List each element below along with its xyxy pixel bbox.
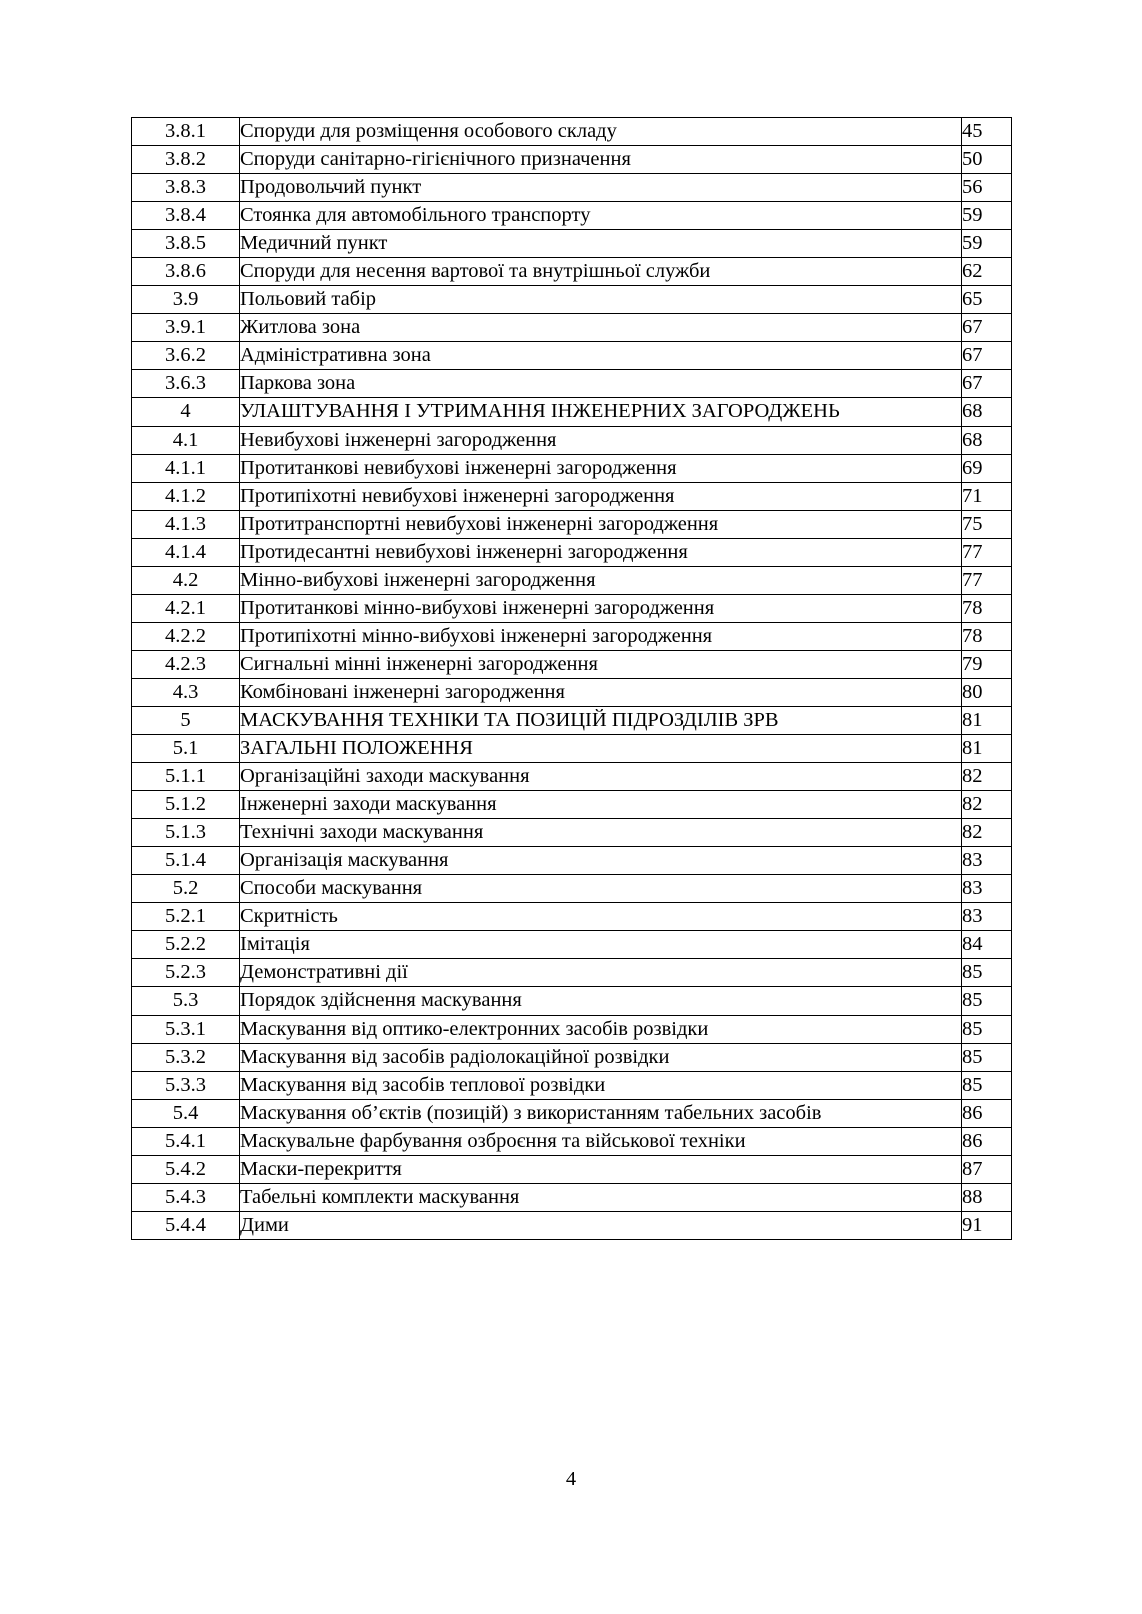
toc-entry-number: 5.3.3 — [132, 1071, 240, 1099]
toc-entry-title: ЗАГАЛЬНІ ПОЛОЖЕННЯ — [240, 735, 962, 763]
toc-entry-number: 4.2.3 — [132, 650, 240, 678]
table-row — [132, 763, 1012, 791]
toc-entry-number: 3.9 — [132, 286, 240, 314]
toc-entry-page: 85 — [962, 1015, 1012, 1043]
toc-entry-page: 59 — [962, 230, 1012, 258]
toc-entry-page: 85 — [962, 1071, 1012, 1099]
table-row — [132, 903, 1012, 931]
toc-entry-number: 3.8.4 — [132, 202, 240, 230]
toc-entry-title: Споруди для розміщення особового складу — [240, 118, 962, 146]
toc-entry-number: 5.3 — [132, 987, 240, 1015]
toc-table — [131, 117, 1012, 1240]
table-row — [132, 398, 1012, 426]
toc-entry-title: Протипіхотні мінно-вибухові інженерні загородження — [240, 622, 962, 650]
table-row — [132, 1043, 1012, 1071]
toc-entry-title: Маски-перекриття — [240, 1155, 962, 1183]
toc-entry-number: 5.4.2 — [132, 1155, 240, 1183]
toc-entry-title: Протитанкові мінно-вибухові інженерні загородження — [240, 594, 962, 622]
table-row — [132, 1183, 1012, 1211]
table-row — [132, 847, 1012, 875]
toc-entry-title: Протитанкові невибухові інженерні загородження — [240, 454, 962, 482]
toc-entry-page: 81 — [962, 706, 1012, 734]
toc-entry-title: Споруди санітарно-гігієнічного призначення — [240, 146, 962, 174]
table-row — [132, 650, 1012, 678]
toc-entry-number: 3.9.1 — [132, 314, 240, 342]
toc-entry-title: Маскування об’єктів (позицій) з використанням табельних засобів — [240, 1099, 962, 1127]
toc-entry-title: Дими — [240, 1211, 962, 1239]
toc-entry-title: Маскування від засобів теплової розвідки — [240, 1071, 962, 1099]
table-row — [132, 1071, 1012, 1099]
toc-entry-page: 75 — [962, 510, 1012, 538]
table-row — [132, 566, 1012, 594]
toc-entry-number: 5.1.2 — [132, 791, 240, 819]
toc-entry-title: Польовий табір — [240, 286, 962, 314]
table-row — [132, 1155, 1012, 1183]
toc-entry-title: Інженерні заходи маскування — [240, 791, 962, 819]
toc-entry-page: 59 — [962, 202, 1012, 230]
toc-entry-page: 85 — [962, 987, 1012, 1015]
toc-entry-number: 4.2 — [132, 566, 240, 594]
toc-entry-page: 68 — [962, 398, 1012, 426]
toc-entry-page: 79 — [962, 650, 1012, 678]
toc-entry-page: 78 — [962, 622, 1012, 650]
toc-entry-page: 80 — [962, 678, 1012, 706]
toc-entry-page: 86 — [962, 1099, 1012, 1127]
toc-entry-number: 4 — [132, 398, 240, 426]
toc-entry-page: 82 — [962, 791, 1012, 819]
table-row — [132, 510, 1012, 538]
table-row — [132, 1211, 1012, 1239]
toc-entry-page: 84 — [962, 931, 1012, 959]
toc-entry-page: 65 — [962, 286, 1012, 314]
toc-entry-number: 4.3 — [132, 678, 240, 706]
table-of-contents — [131, 117, 1011, 1240]
toc-entry-page: 83 — [962, 847, 1012, 875]
table-row — [132, 622, 1012, 650]
table-row — [132, 791, 1012, 819]
table-row — [132, 370, 1012, 398]
toc-entry-page: 85 — [962, 959, 1012, 987]
toc-entry-title: Адміністративна зона — [240, 342, 962, 370]
toc-entry-number: 5 — [132, 706, 240, 734]
toc-entry-title: Технічні заходи маскування — [240, 819, 962, 847]
table-row — [132, 230, 1012, 258]
toc-entry-number: 4.1 — [132, 426, 240, 454]
toc-entry-page: 81 — [962, 735, 1012, 763]
toc-entry-title: Продовольчий пункт — [240, 174, 962, 202]
toc-entry-number: 5.2.1 — [132, 903, 240, 931]
toc-entry-page: 88 — [962, 1183, 1012, 1211]
toc-entry-title: Стоянка для автомобільного транспорту — [240, 202, 962, 230]
toc-entry-title: Медичний пункт — [240, 230, 962, 258]
toc-entry-title: Споруди для несення вартової та внутрішньої служби — [240, 258, 962, 286]
toc-entry-page: 83 — [962, 875, 1012, 903]
toc-entry-title: Організація маскування — [240, 847, 962, 875]
table-row — [132, 1015, 1012, 1043]
toc-entry-page: 68 — [962, 426, 1012, 454]
toc-entry-page: 50 — [962, 146, 1012, 174]
table-row — [132, 987, 1012, 1015]
toc-entry-number: 5.4.4 — [132, 1211, 240, 1239]
page-number-footer: 4 — [565, 1468, 577, 1490]
toc-entry-page: 62 — [962, 258, 1012, 286]
table-row — [132, 118, 1012, 146]
toc-entry-number: 5.3.1 — [132, 1015, 240, 1043]
toc-entry-number: 5.1.4 — [132, 847, 240, 875]
toc-entry-page: 91 — [962, 1211, 1012, 1239]
table-row — [132, 959, 1012, 987]
table-row — [132, 1099, 1012, 1127]
toc-entry-title: Маскування від оптико-електронних засобів розвідки — [240, 1015, 962, 1043]
toc-entry-title: Маскувальне фарбування озброєння та військової техніки — [240, 1127, 962, 1155]
table-row — [132, 594, 1012, 622]
toc-entry-title: Невибухові інженерні загородження — [240, 426, 962, 454]
toc-entry-page: 82 — [962, 763, 1012, 791]
toc-entry-title: Порядок здійснення маскування — [240, 987, 962, 1015]
toc-entry-page: 69 — [962, 454, 1012, 482]
toc-entry-title: Протитранспортні невибухові інженерні загородження — [240, 510, 962, 538]
toc-entry-number: 5.4.3 — [132, 1183, 240, 1211]
toc-entry-title: Організаційні заходи маскування — [240, 763, 962, 791]
toc-entry-number: 4.1.4 — [132, 538, 240, 566]
toc-entry-title: Демонстративні дії — [240, 959, 962, 987]
toc-entry-title: Комбіновані інженерні загородження — [240, 678, 962, 706]
toc-entry-number: 4.1.1 — [132, 454, 240, 482]
toc-entry-number: 3.8.5 — [132, 230, 240, 258]
toc-entry-number: 4.2.2 — [132, 622, 240, 650]
table-row — [132, 426, 1012, 454]
table-row — [132, 706, 1012, 734]
table-row — [132, 875, 1012, 903]
toc-entry-title: Мінно-вибухові інженерні загородження — [240, 566, 962, 594]
toc-entry-number: 4.1.2 — [132, 482, 240, 510]
toc-entry-number: 5.1.1 — [132, 763, 240, 791]
toc-entry-page: 77 — [962, 566, 1012, 594]
table-row — [132, 342, 1012, 370]
toc-entry-title: Паркова зона — [240, 370, 962, 398]
table-row — [132, 202, 1012, 230]
toc-entry-title: Житлова зона — [240, 314, 962, 342]
toc-entry-title: Маскування від засобів радіолокаційної розвідки — [240, 1043, 962, 1071]
toc-entry-number: 3.8.1 — [132, 118, 240, 146]
toc-entry-title: Протидесантні невибухові інженерні загородження — [240, 538, 962, 566]
toc-entry-title: Скритність — [240, 903, 962, 931]
toc-entry-number: 3.8.6 — [132, 258, 240, 286]
table-row — [132, 678, 1012, 706]
toc-entry-page: 67 — [962, 342, 1012, 370]
toc-entry-page: 77 — [962, 538, 1012, 566]
toc-entry-number: 3.6.3 — [132, 370, 240, 398]
toc-entry-page: 87 — [962, 1155, 1012, 1183]
toc-entry-page: 56 — [962, 174, 1012, 202]
toc-entry-page: 67 — [962, 314, 1012, 342]
toc-entry-number: 5.2.2 — [132, 931, 240, 959]
toc-entry-title: Способи маскування — [240, 875, 962, 903]
toc-entry-number: 5.1 — [132, 735, 240, 763]
table-row — [132, 931, 1012, 959]
toc-entry-page: 83 — [962, 903, 1012, 931]
toc-entry-number: 5.1.3 — [132, 819, 240, 847]
table-row — [132, 735, 1012, 763]
toc-entry-title: Протипіхотні невибухові інженерні загородження — [240, 482, 962, 510]
toc-entry-page: 78 — [962, 594, 1012, 622]
table-row — [132, 174, 1012, 202]
toc-table-body — [132, 118, 1012, 1240]
toc-entry-page: 45 — [962, 118, 1012, 146]
toc-entry-title: Імітація — [240, 931, 962, 959]
table-row — [132, 482, 1012, 510]
toc-entry-title: Табельні комплекти маскування — [240, 1183, 962, 1211]
table-row — [132, 538, 1012, 566]
toc-entry-page: 67 — [962, 370, 1012, 398]
table-row — [132, 314, 1012, 342]
toc-entry-title: МАСКУВАННЯ ТЕХНІКИ ТА ПОЗИЦІЙ ПІДРОЗДІЛІВ ЗРВ — [240, 706, 962, 734]
toc-entry-page: 82 — [962, 819, 1012, 847]
toc-entry-number: 5.2 — [132, 875, 240, 903]
toc-entry-title: УЛАШТУВАННЯ І УТРИМАННЯ ІНЖЕНЕРНИХ ЗАГОРОДЖЕНЬ — [240, 398, 962, 426]
table-row — [132, 286, 1012, 314]
toc-entry-number: 5.2.3 — [132, 959, 240, 987]
table-row — [132, 258, 1012, 286]
toc-entry-number: 3.8.2 — [132, 146, 240, 174]
toc-entry-page: 85 — [962, 1043, 1012, 1071]
toc-entry-number: 5.3.2 — [132, 1043, 240, 1071]
toc-entry-number: 3.6.2 — [132, 342, 240, 370]
toc-entry-page: 71 — [962, 482, 1012, 510]
toc-entry-number: 3.8.3 — [132, 174, 240, 202]
table-row — [132, 454, 1012, 482]
toc-entry-number: 5.4 — [132, 1099, 240, 1127]
table-row — [132, 819, 1012, 847]
table-row — [132, 146, 1012, 174]
toc-entry-number: 4.1.3 — [132, 510, 240, 538]
table-row — [132, 1127, 1012, 1155]
toc-entry-number: 4.2.1 — [132, 594, 240, 622]
toc-entry-page: 86 — [962, 1127, 1012, 1155]
toc-entry-title: Сигнальні мінні інженерні загородження — [240, 650, 962, 678]
toc-entry-number: 5.4.1 — [132, 1127, 240, 1155]
